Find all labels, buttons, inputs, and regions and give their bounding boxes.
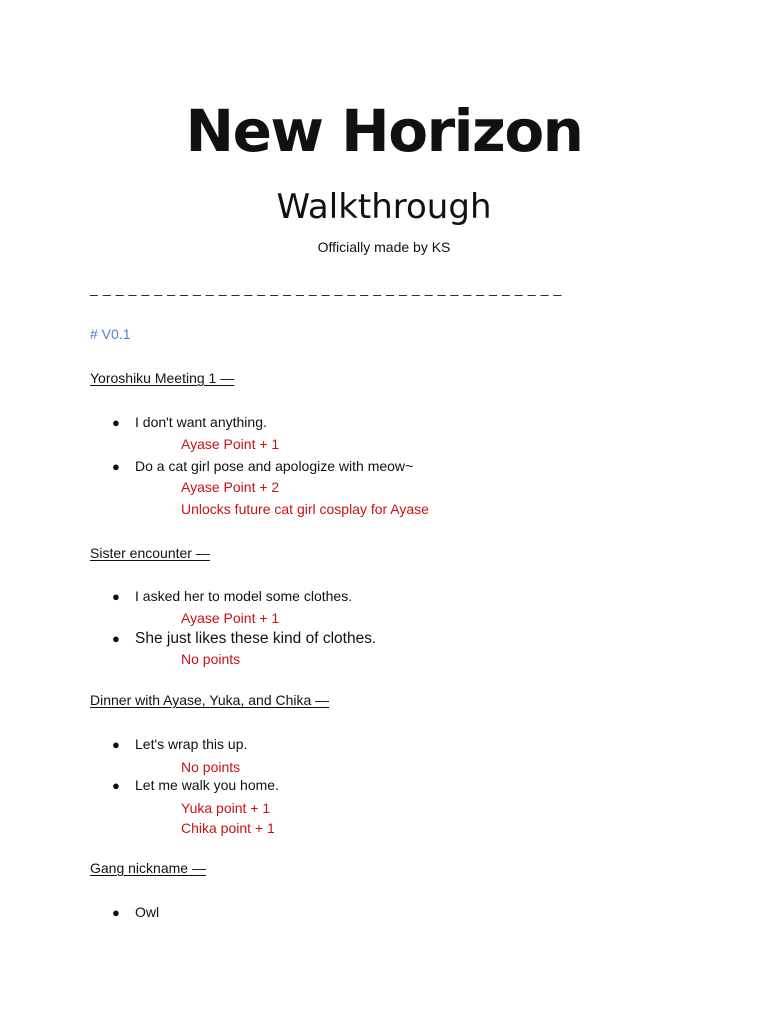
author-byline: Officially made by KS: [317, 239, 451, 255]
choice-text: Let me walk you home.: [135, 777, 279, 793]
choice-text: Let's wrap this up.: [135, 736, 248, 752]
version-heading: # V0.1: [90, 326, 131, 342]
choice-result: Chika point + 1: [181, 820, 275, 836]
choice-text: Do a cat girl pose and apologize with meow~: [135, 458, 414, 474]
list-item: [112, 457, 413, 476]
list-item: [112, 776, 279, 795]
document-title: New Horizon: [185, 97, 583, 165]
list-item: [112, 587, 352, 606]
choice-text: Owl: [135, 904, 160, 920]
choice-result: No points: [181, 759, 241, 775]
choice-result: Yuka point + 1: [181, 800, 271, 816]
list-item: [112, 735, 247, 754]
bullet-icon: ●: [112, 631, 120, 646]
bullet-icon: ●: [112, 589, 120, 604]
choice-result: Ayase Point + 2: [181, 479, 280, 495]
bullet-icon: ●: [112, 415, 120, 430]
choice-result: Unlocks future cat girl cosplay for Ayase: [181, 501, 429, 517]
list-item: [112, 413, 267, 432]
bullet-icon: ●: [112, 459, 120, 474]
choice-result: Ayase Point + 1: [181, 610, 280, 626]
bullet-icon: ●: [112, 778, 120, 793]
bullet-icon: ●: [112, 737, 120, 752]
choice-text: I don't want anything.: [135, 414, 267, 430]
divider-line: _ _ _ _ _ _ _ _ _ _ _ _ _ _ _ _ _ _ _ _ _ _ _ _ _ _ _ _ _ _ _ _ _ _ _ _ _: [90, 280, 562, 296]
list-item: [112, 630, 376, 648]
choice-result: No points: [181, 651, 241, 667]
choice-result: Ayase Point + 1: [181, 436, 280, 452]
document-subtitle: Walkthrough: [276, 187, 492, 227]
choice-text: I asked her to model some clothes.: [135, 588, 353, 604]
section-title-dinner: Dinner with Ayase, Yuka, and Chika —: [90, 692, 330, 708]
section-title-sister-encounter: Sister encounter —: [90, 545, 210, 561]
section-title-gang-nickname: Gang nickname —: [90, 860, 206, 876]
list-item: [112, 903, 159, 922]
bullet-icon: ●: [112, 905, 120, 920]
choice-text: She just likes these kind of clothes.: [135, 630, 377, 647]
section-title-yoroshiku-meeting: Yoroshiku Meeting 1 —: [90, 370, 235, 386]
